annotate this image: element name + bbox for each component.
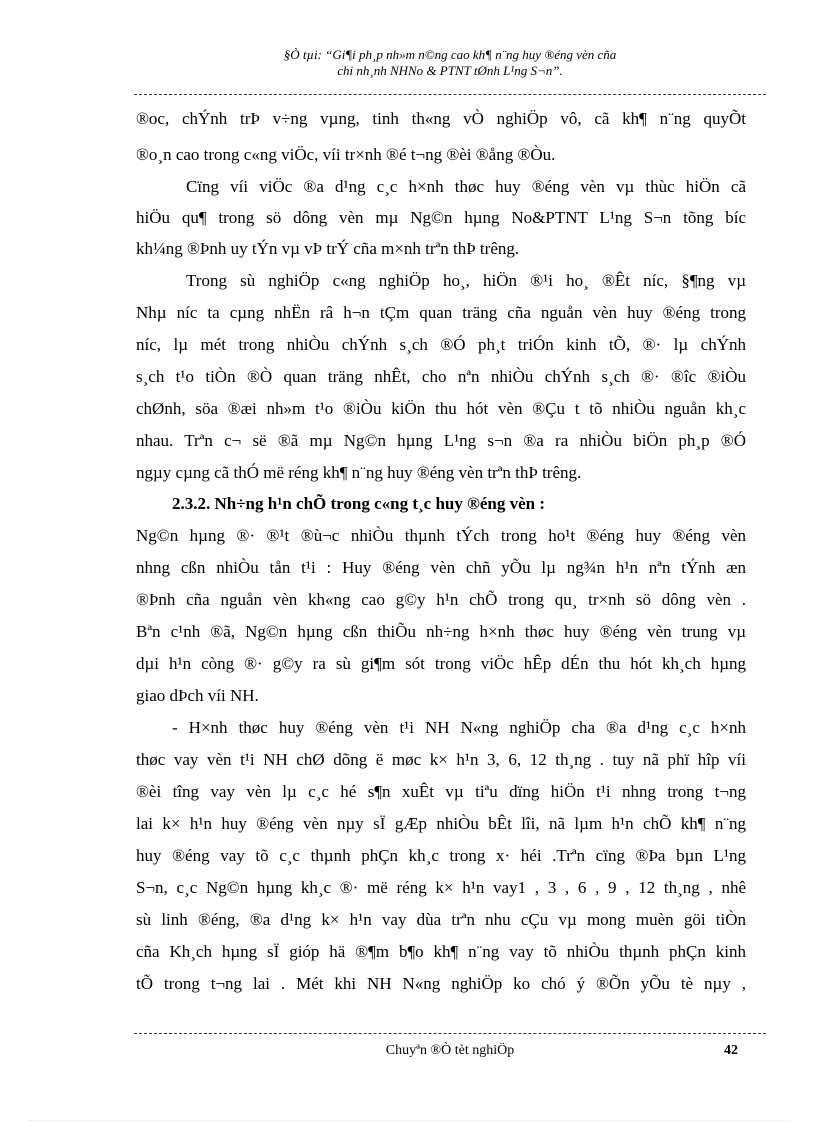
- body-line-27: cña Kh¸ch hµng sÏ gióp hä ®¶m b¶o kh¶ n¨ng vay tõ nhiÒu thµnh phÇn kinh: [136, 942, 746, 961]
- body-line-5: kh¼ng ®Þnh uy tÝn vµ vÞ trÝ cña m×nh trªn thÞ trêng.: [136, 239, 520, 258]
- body-line-10: chØnh, söa ®æi nh»m t¹o ®iÒu kiÖn thu hót vèn ®Çu t tõ nhiÒu nguån kh¸c: [136, 399, 746, 418]
- body-line-18: dµi h¹n còng ®· g©y ra sù gi¶m sót trong viÖc hÊp dÉn thu hót kh¸ch hµng: [136, 654, 746, 673]
- section-heading: 2.3.2. Nh÷ng h¹n chÕ trong c«ng t¸c huy ®éng vèn :: [172, 494, 545, 513]
- body-line-25: S¬n, c¸c Ng©n hµng kh¸c ®· më réng k× h¹n vay1 , 3 , 6 , 9 , 12 th¸ng , nhê: [136, 878, 746, 897]
- page-header: [134, 47, 766, 79]
- footer-divider: [134, 1033, 766, 1034]
- header-line-1: §Ò tµi: “Gi¶i ph¸p nh»m n©ng cao kh¶ n¨ng huy ®éng vèn cña: [283, 47, 617, 62]
- body-line-21: thøc vay vèn t¹i NH chØ dõng ë møc k× h¹n 3, 6, 12 th¸ng . tuy nã phï hîp víi: [136, 750, 746, 769]
- body-line-7: Nhµ níc ta cµng nhËn râ h¬n tÇm quan träng cña nguån vèn huy ®éng trong: [136, 303, 746, 322]
- body-line-15: nhng cßn nhiÒu tån t¹i : Huy ®éng vèn chñ yÕu lµ ng¾n h¹n nªn tÝnh æn: [136, 558, 746, 577]
- body-line-12: ngµy cµng cã thÓ më réng kh¶ n¨ng huy ®éng vèn trªn thÞ trêng.: [136, 463, 582, 482]
- body-line-23: lai k× h¹n huy ®éng vèn nµy sÏ gÆp nhiÒu bÊt lîi, nã lµm h¹n chÕ kh¶ n¨ng: [136, 814, 746, 833]
- body-line-28: tÕ trong t¬ng lai . Mét khi NH N«ng nghiÖp ko chó ý ®Õn yÕu tè nµy ,: [136, 974, 746, 993]
- body-line-1: ®oc, chÝnh trÞ v÷ng vµng, tinh th«ng vÒ nghiÖp vô, cã kh¶ n¨ng quyÕt: [136, 109, 746, 128]
- page-number: 42: [724, 1043, 738, 1058]
- body-line-16: ®Þnh cña nguån vèn kh«ng cao g©y h¹n chÕ trong qu¸ tr×nh sö dông vèn .: [136, 590, 746, 609]
- bullet-line-1: - H×nh thøc huy ®éng vèn t¹i NH N«ng nghiÖp cha ®a d¹ng c¸c h×nh: [172, 718, 746, 737]
- body-line-8: níc, lµ mét trong nhiÒu chÝnh s¸ch ®Ó ph¸t triÓn kinh tÕ, ®· lµ chÝnh: [136, 335, 746, 354]
- body-line-3: Cïng víi viÖc ®a d¹ng c¸c h×nh thøc huy ®éng vèn vµ thùc hiÖn cã: [186, 177, 746, 196]
- body-line-2: ®o¸n cao trong c«ng viÖc, víi tr×nh ®é t¬ng ®èi ®ång ®Òu.: [136, 145, 556, 164]
- page-bottom-border: [28, 1120, 788, 1121]
- body-line-26: sù linh ®éng, ®a d¹ng k× h¹n vay dùa trªn nhu cÇu vµ mong muèn göi tiÒn: [136, 910, 746, 929]
- body-line-17: Bªn c¹nh ®ã, Ng©n hµng cßn thiÕu nh÷ng h×nh thøc huy ®éng vèn trung vµ: [136, 622, 746, 641]
- body-line-19: giao dÞch víi NH.: [136, 686, 259, 705]
- body-line-6: Trong sù nghiÖp c«ng nghiÖp ho¸, hiÖn ®¹i ho¸ ®Êt níc, §¶ng vµ: [186, 271, 746, 290]
- body-line-11: nhau. Trªn c¬ së ®ã mµ Ng©n hµng L¹ng s¬n ®a ra nhiÒu biÖn ph¸p ®Ó: [136, 431, 746, 450]
- body-line-24: huy ®éng vay tõ c¸c thµnh phÇn kh¸c trong x· héi .Trªn cïng ®Þa bµn L¹ng: [136, 846, 746, 865]
- body-line-22: ®èi tîng vay vèn lµ c¸c hé s¶n xuÊt vµ tiªu dïng hiÖn t¹i nhng trong t¬ng: [136, 782, 746, 801]
- body-line-4: hiÖu qu¶ trong sö dông vèn mµ Ng©n hµng No&PTNT L¹ng S¬n tõng bíc: [136, 208, 746, 227]
- header-line-2: chi nh¸nh NHNo & PTNT tØnh L¹ng S¬n”.: [337, 63, 563, 78]
- body-line-9: s¸ch t¹o tiÒn ®Ò quan träng nhÊt, cho nªn nhiÒu chÝnh s¸ch ®· ®îc ®iÒu: [136, 367, 746, 386]
- footer-title: Chuyªn ®Ò tèt nghiÖp: [385, 1043, 515, 1058]
- body-line-14: Ng©n hµng ®· ®¹t ®ù¬c nhiÒu thµnh tÝch trong ho¹t ®éng huy ®éng vèn: [136, 526, 746, 545]
- header-divider: [134, 94, 766, 95]
